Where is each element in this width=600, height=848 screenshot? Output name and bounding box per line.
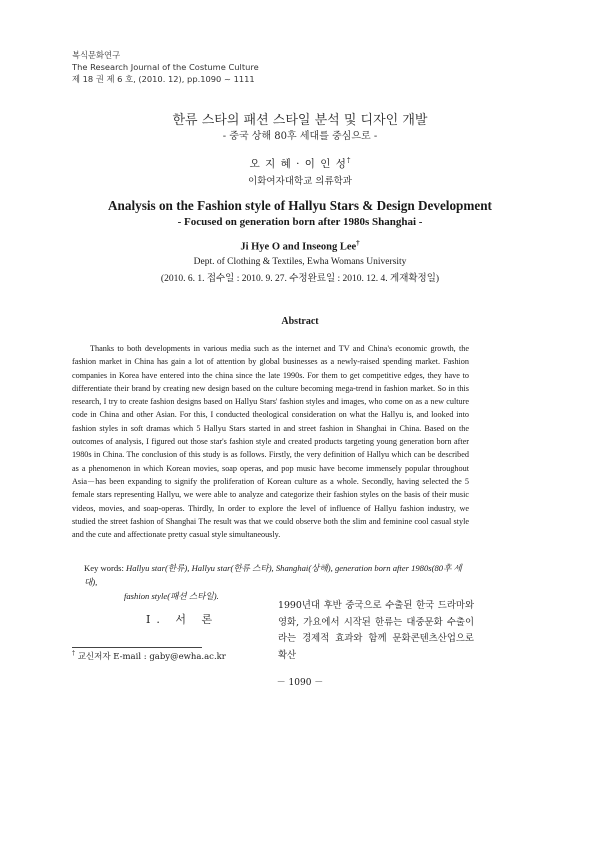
journal-name-english: The Research Journal of the Costume Culture [72, 62, 259, 72]
korean-author-names: 오 지 혜 · 이 인 성 [249, 158, 347, 170]
english-subtitle: - Focused on generation born after 1980s Shanghai - [177, 216, 423, 228]
submission-dates: (2010. 6. 1. 접수일 : 2010. 9. 27. 수정완료일 : 2010. 12. 4. 게재확정일) [160, 274, 440, 284]
english-department: Dept. of Clothing & Textiles, Ewha Womans University [193, 257, 407, 267]
english-authors [0, 239, 600, 253]
journal-header [72, 49, 259, 85]
english-author-names: Ji Hye O and Inseong Lee [240, 241, 357, 253]
abstract-heading: Abstract [281, 316, 319, 327]
korean-authors [0, 156, 600, 171]
english-title: Analysis on the Fashion style of Hallyu Stars & Design Development [108, 198, 492, 213]
corresponding-author-mark: † [346, 156, 351, 165]
korean-subtitle: - 중국 상해 80후 세대를 중심으로 - [222, 131, 378, 142]
keywords-label: Key words: [84, 563, 124, 573]
keywords-list-continued: fashion style(패션 스타일). [124, 591, 219, 601]
journal-name-korean: 복식문화연구 [72, 50, 121, 60]
journal-issue: 제 18 권 제 6 호, (2010. 12), pp.1090 ~ 1111 [72, 74, 255, 84]
footnote-divider [72, 647, 202, 648]
footnote-text: 교신저자 E-mail : gaby@ewha.ac.kr [77, 652, 226, 662]
keywords-list: Hallyu star(한류), Hallyu star(한류 스타), Shanghai(상해), generation born after 1980s(80후 세대), [84, 563, 462, 587]
page-number: － 1090 － [276, 678, 324, 688]
footnote-mark: † [72, 650, 75, 658]
keywords-block [84, 561, 474, 603]
korean-affiliation: 이화여자대학교 의류학과 [248, 176, 352, 187]
section-heading-introduction: Ⅰ. 서 론 [146, 613, 219, 626]
footnote [72, 650, 226, 662]
body-paragraph: 1990년대 후반 중국으로 수출된 한국 드라마와 영화, 가요에서 시작된 한류는 대중문화 수출이라는 경제적 효과와 함께 문화콘텐츠산업으로 확산 [278, 600, 474, 661]
abstract-text: Thanks to both developments in various media such as the internet and TV and China's economic growth, the fashion market in China has gain a lot of attention by global businesses as a newly-raised spending market. Fashion companies in Korea have entered into the china since the late 1990s. For them to get competitive edges, they have to differentiate their brand by creating new design based on the culture becoming mega-trend in fashion market. So in this research, I try to create fashion designs based on Hallyu Stars' fashion styles and images, who come on as a new culture code in China and other Asian. For this, I conducted theological consideration on what the Hallyu is, and looked into fashion styles in soft dramas which 5 Hallyu Stars started in and street fashion in Shanghai in China. Based on the outcomes of analysis, I figured out those star's fashion style and created products targeting young generation born after 1980s in China. The conclusion of this study is as follows. Firstly, the very definition of Hallyu which can be described as a phenomenon in which Korean movies, soap operas, and pop music have become immensely popular throughout Asia－has been expanding to signify the proliferation of Korean culture as a whole. Secondly, having selected the 5 female stars representing Hallyu, we were able to analyze and categorize their fashion styles on the basis of their music videos, movies, and soap-operas. Thirdly, In order to explore the level of influence of Hallyu fashion industry, we studied the street fashion of Shanghai The result was that we could observe both the slim and feminine cool casual style and the cute and affectionate pretty casual style simultaneously. [72, 344, 469, 540]
korean-title: 한류 스타의 패션 스타일 분석 및 디자인 개발 [172, 113, 428, 128]
corresponding-author-mark-en: † [356, 239, 360, 247]
